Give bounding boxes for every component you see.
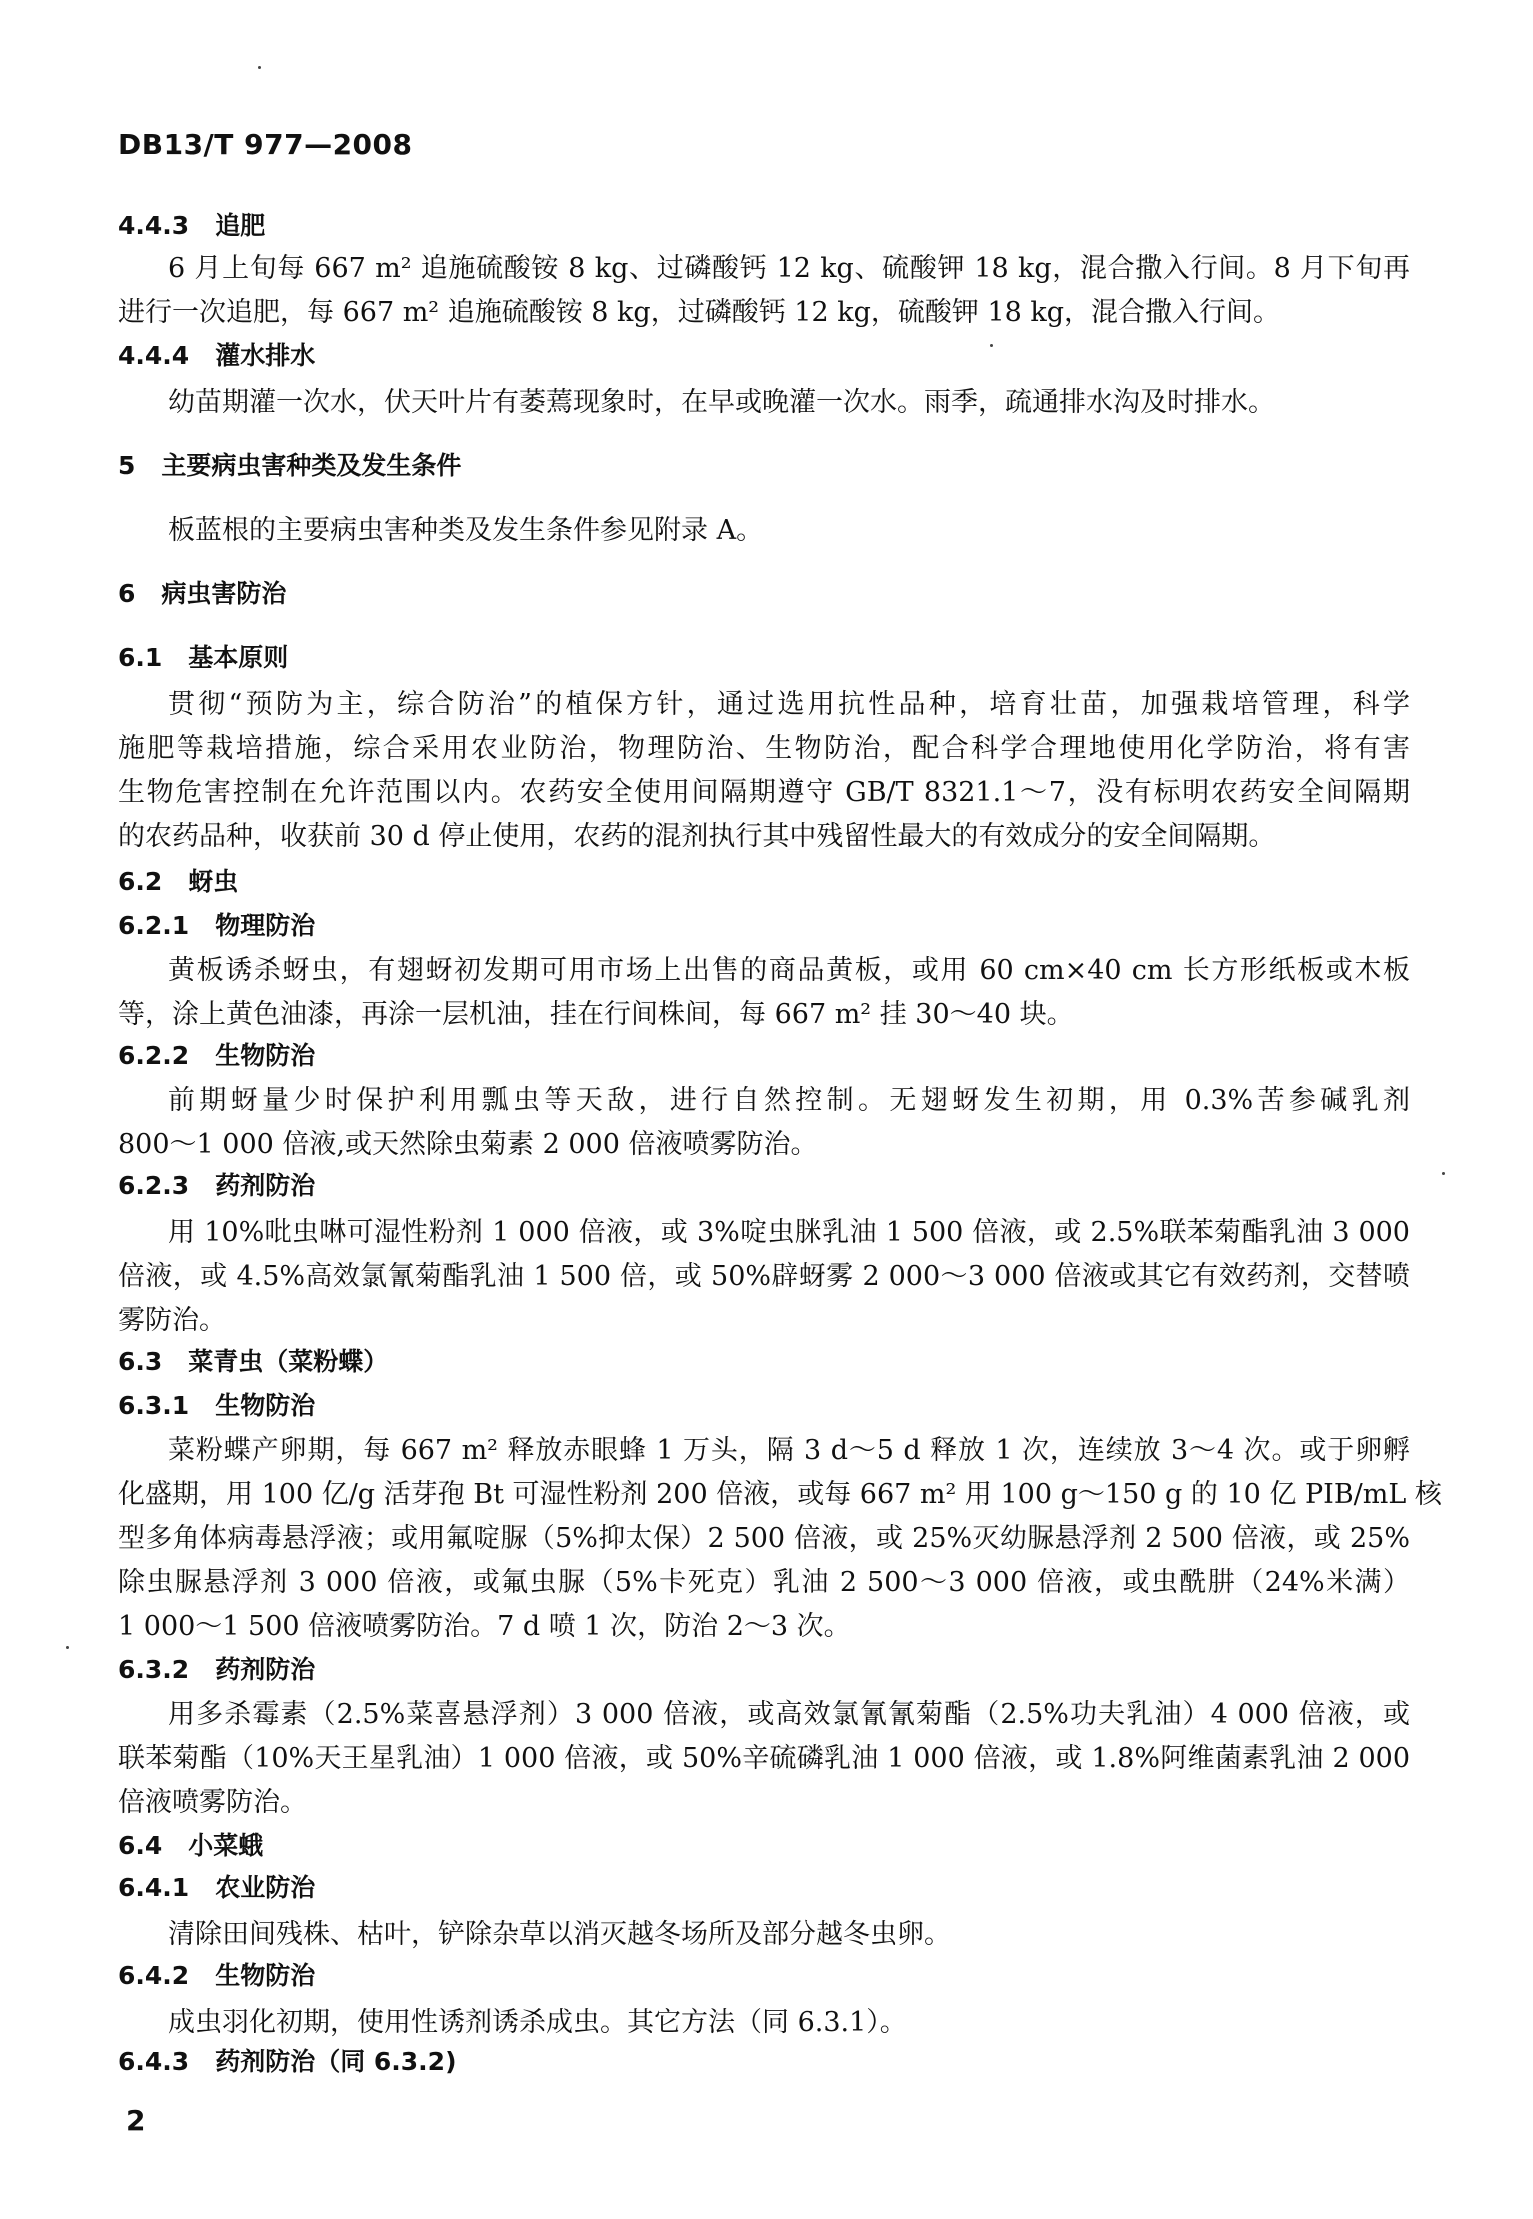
paragraph-line: 800～1 000 倍液,或天然除虫菊素 2 000 倍液喷雾防治。 — [118, 1129, 818, 1160]
heading-6-3-2 — [118, 1650, 315, 1686]
heading-title: 药剂防治（同 6.3.2) — [215, 2047, 457, 2076]
heading-number: 6.2 — [118, 867, 163, 896]
heading-title: 基本原则 — [188, 643, 289, 672]
heading-number: 6.2.3 — [118, 1171, 190, 1200]
heading-number: 5 — [118, 451, 136, 480]
heading-number: 6.4 — [118, 1831, 163, 1860]
scan-speck — [258, 66, 261, 69]
heading-title: 病虫害防治 — [161, 579, 287, 608]
paragraph-line: 贯彻“预防为主，综合防治”的植保方针，通过选用抗性品种，培育壮苗，加强栽培管理，科学 — [168, 689, 1410, 720]
paragraph-line: 用 10%吡虫啉可湿性粉剂 1 000 倍液，或 3%啶虫脒乳油 1 500 倍液，或 2.5%联苯菊酯乳油 3 000 — [168, 1217, 1410, 1248]
heading-title: 生物防治 — [215, 1961, 316, 1990]
heading-6-4-2 — [118, 1956, 315, 1992]
heading-number: 6.3 — [118, 1347, 163, 1376]
heading-number: 6.2.2 — [118, 1041, 190, 1070]
heading-6-2-3 — [118, 1166, 315, 1202]
paragraph-line: 雾防治。 — [118, 1305, 226, 1336]
paragraph-line: 黄板诱杀蚜虫，有翅蚜初发期可用市场上出售的商品黄板，或用 60 cm×40 cm 长方形纸板或木板 — [168, 955, 1410, 986]
heading-title: 物理防治 — [215, 911, 316, 940]
heading-title: 农业防治 — [215, 1873, 316, 1902]
heading-title: 主要病虫害种类及发生条件 — [161, 451, 462, 480]
paragraph-line: 菜粉蝶产卵期，每 667 m² 释放赤眼蜂 1 万头，隔 3 d～5 d 释放 1 次，连续放 3～4 次。或于卵孵 — [168, 1435, 1410, 1466]
scan-speck — [990, 344, 993, 347]
heading-6-1 — [118, 638, 288, 674]
paragraph-line: 化盛期，用 100 亿/g 活芽孢 Bt 可湿性粉剂 200 倍液，或每 667 m² 用 100 g～150 g 的 10 亿 PIB/mL 核 — [118, 1479, 1442, 1510]
paragraph-line: 成虫羽化初期，使用性诱剂诱杀成虫。其它方法（同 6.3.1）。 — [168, 2007, 907, 2038]
heading-number: 4.4.3 — [118, 211, 190, 240]
heading-4-4-3 — [118, 206, 265, 242]
paragraph-line: 型多角体病毒悬浮液；或用氟啶脲（5%抑太保）2 500 倍液，或 25%灭幼脲悬浮剂 2 500 倍液，或 25% — [118, 1523, 1410, 1554]
paragraph-line: 6 月上旬每 667 m² 追施硫酸铵 8 kg、过磷酸钙 12 kg、硫酸钾 18 kg，混合撒入行间。8 月下旬再 — [168, 253, 1410, 284]
heading-number: 6.2.1 — [118, 911, 190, 940]
heading-number: 6.3.2 — [118, 1655, 190, 1684]
heading-6-4-1 — [118, 1868, 315, 1904]
page-number: 2 — [126, 2104, 146, 2137]
heading-number: 6.1 — [118, 643, 163, 672]
heading-number: 6.4.3 — [118, 2047, 190, 2076]
heading-title: 生物防治 — [215, 1041, 316, 1070]
scan-speck — [66, 1646, 69, 1649]
heading-title: 蚜虫 — [188, 867, 239, 896]
heading-number: 6.3.1 — [118, 1391, 190, 1420]
heading-number: 6.4.2 — [118, 1961, 190, 1990]
paragraph-line: 倍液，或 4.5%高效氯氰菊酯乳油 1 500 倍，或 50%辟蚜雾 2 000～3 000 倍液或其它有效药剂，交替喷 — [118, 1261, 1410, 1292]
heading-title: 小菜蛾 — [188, 1831, 264, 1860]
paragraph-line: 生物危害控制在允许范围以内。农药安全使用间隔期遵守 GB/T 8321.1～7，没有标明农药安全间隔期 — [118, 777, 1410, 808]
heading-5 — [118, 446, 461, 482]
heading-title: 药剂防治 — [215, 1171, 316, 1200]
paragraph-line: 进行一次追肥，每 667 m² 追施硫酸铵 8 kg，过磷酸钙 12 kg，硫酸钾 18 kg，混合撒入行间。 — [118, 297, 1281, 328]
heading-6-3-1 — [118, 1386, 315, 1422]
paragraph-line: 倍液喷雾防治。 — [118, 1787, 307, 1818]
paragraph-line: 用多杀霉素（2.5%菜喜悬浮剂）3 000 倍液，或高效氯氰氰菊酯（2.5%功夫乳油）4 000 倍液，或 — [168, 1699, 1410, 1730]
heading-title: 追肥 — [215, 211, 266, 240]
paragraph-line: 1 000～1 500 倍液喷雾防治。7 d 喷 1 次，防治 2～3 次。 — [118, 1611, 851, 1642]
paragraph-line: 清除田间残株、枯叶，铲除杂草以消灭越冬场所及部分越冬虫卵。 — [168, 1919, 951, 1950]
paragraph-line: 板蓝根的主要病虫害种类及发生条件参见附录 A。 — [168, 515, 764, 546]
heading-6-4-3 — [118, 2042, 457, 2078]
paragraph-line: 联苯菊酯（10%天王星乳油）1 000 倍液，或 50%辛硫磷乳油 1 000 倍液，或 1.8%阿维菌素乳油 2 000 — [118, 1743, 1410, 1774]
heading-title: 菜青虫（菜粉蝶） — [188, 1347, 389, 1376]
heading-6-2-2 — [118, 1036, 315, 1072]
heading-4-4-4 — [118, 336, 315, 372]
heading-title: 药剂防治 — [215, 1655, 316, 1684]
standard-code: DB13/T 977—2008 — [118, 128, 413, 161]
heading-6-2 — [118, 862, 238, 898]
heading-number: 6.4.1 — [118, 1873, 190, 1902]
heading-title: 生物防治 — [215, 1391, 316, 1420]
heading-6-4 — [118, 1826, 263, 1862]
heading-6-2-1 — [118, 906, 315, 942]
paragraph-line: 施肥等栽培措施，综合采用农业防治，物理防治、生物防治，配合科学合理地使用化学防治，将有害 — [118, 733, 1410, 764]
heading-title: 灌水排水 — [215, 341, 316, 370]
heading-number: 6 — [118, 579, 136, 608]
paragraph-line: 的农药品种，收获前 30 d 停止使用，农药的混剂执行其中残留性最大的有效成分的安全间隔期。 — [118, 821, 1276, 852]
paragraph-line: 除虫脲悬浮剂 3 000 倍液，或氟虫脲（5%卡死克）乳油 2 500～3 000 倍液，或虫酰肼（24%米满） — [118, 1567, 1410, 1598]
paragraph-line: 等，涂上黄色油漆，再涂一层机油，挂在行间株间，每 667 m² 挂 30～40 块。 — [118, 999, 1074, 1030]
paragraph-line: 幼苗期灌一次水，伏天叶片有萎蔫现象时，在早或晚灌一次水。雨季，疏通排水沟及时排水。 — [168, 387, 1275, 418]
scan-speck — [1442, 1172, 1445, 1175]
heading-6-3 — [118, 1342, 388, 1378]
heading-6 — [118, 574, 286, 610]
heading-number: 4.4.4 — [118, 341, 190, 370]
paragraph-line: 前期蚜量少时保护利用瓢虫等天敌，进行自然控制。无翅蚜发生初期，用 0.3%苦参碱乳剂 — [168, 1085, 1410, 1116]
